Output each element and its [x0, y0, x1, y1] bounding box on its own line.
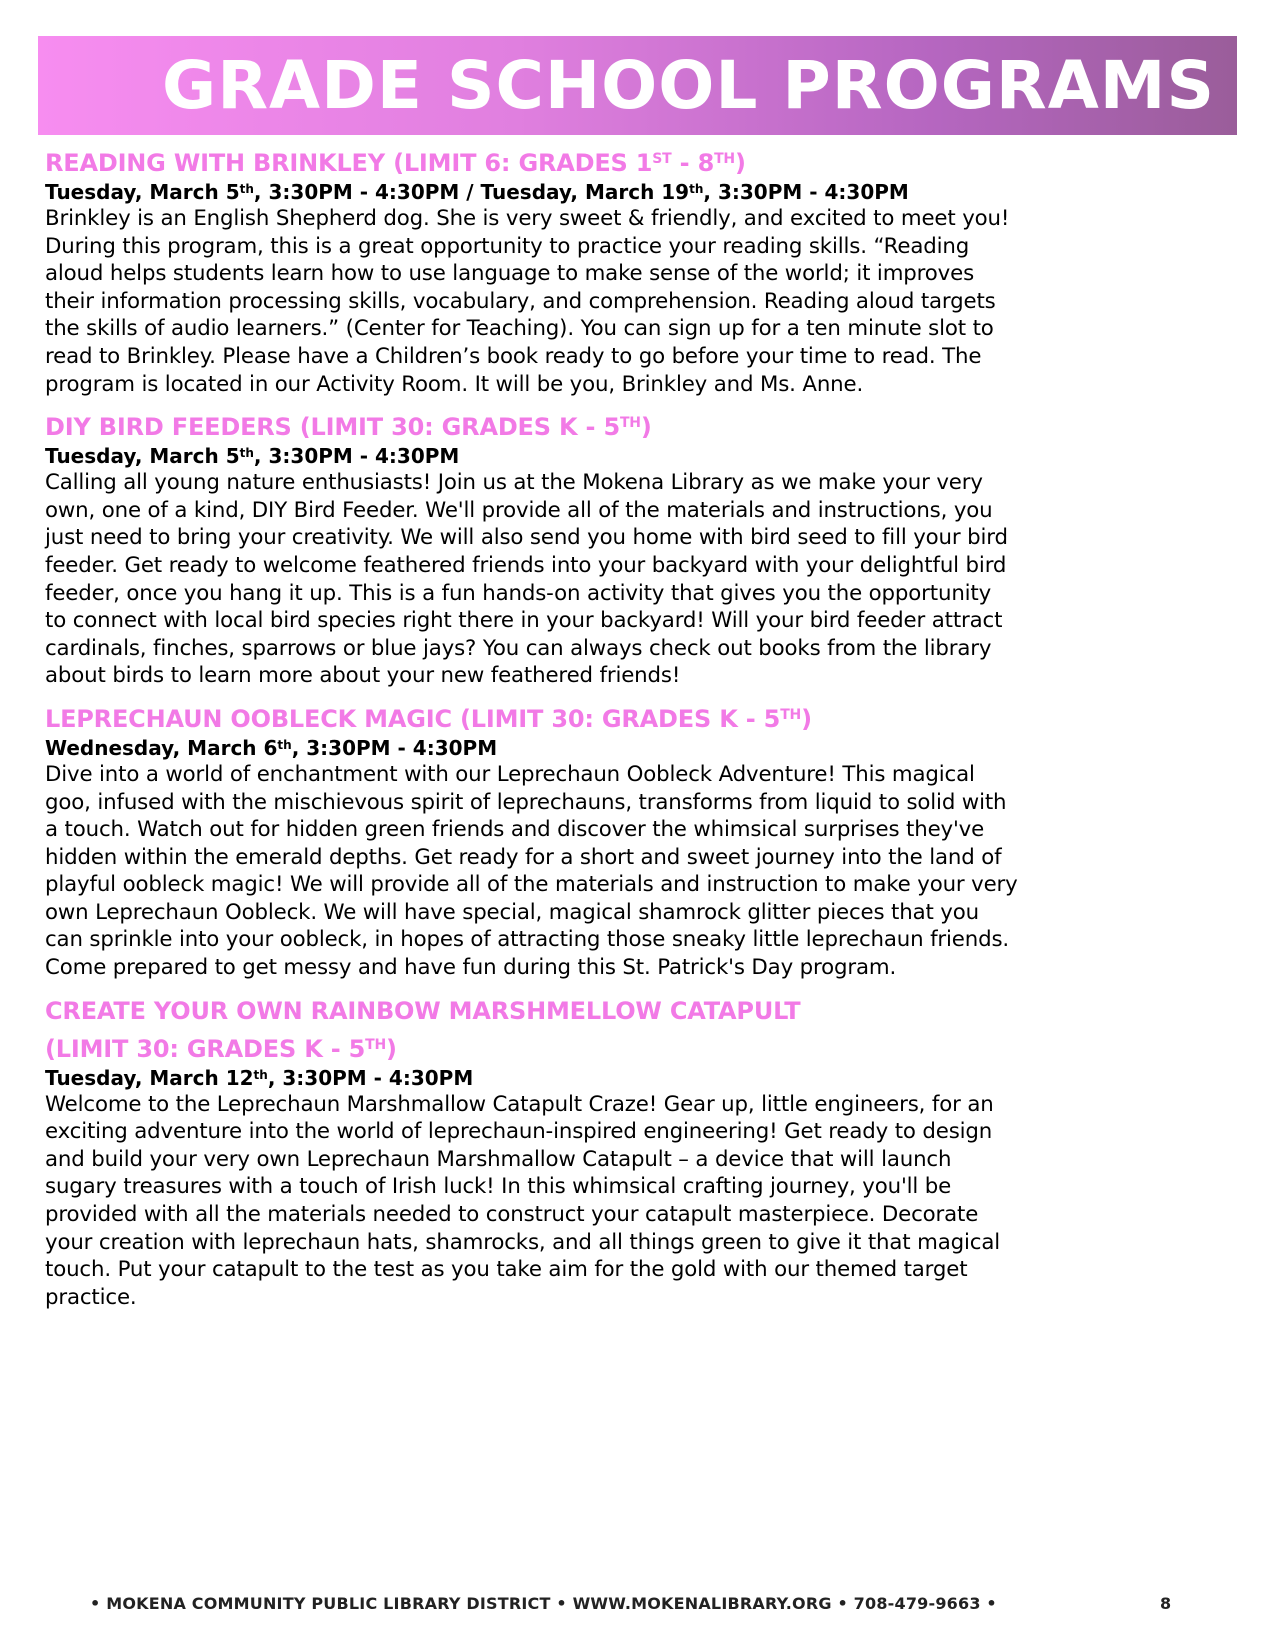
program-datetime: Wednesday, March 6th, 3:30PM - 4:30PM: [45, 735, 498, 760]
program-title: READING WITH BRINKLEY (LIMIT 6: GRADES 1ST - 8TH): [45, 149, 746, 177]
program-datetime: Tuesday, March 5th, 3:30PM - 4:30PM / Tuesday, March 19th, 3:30PM - 4:30PM: [45, 180, 909, 204]
program-datetime: Tuesday, March 12th, 3:30PM - 4:30PM: [45, 1065, 474, 1090]
program-title: LEPRECHAUN OOBLECK MAGIC (LIMIT 30: GRADES K - 5TH): [45, 704, 812, 733]
program-title: DIY BIRD FEEDERS (LIMIT 30: GRADES K - 5TH): [45, 413, 652, 442]
footer-contact: • MOKENA COMMUNITY PUBLIC LIBRARY DISTRICT • WWW.MOKENALIBRARY.ORG • 708-479-9663 •: [90, 1594, 997, 1613]
program-limit: (LIMIT 30: GRADES K - 5TH): [45, 1034, 397, 1063]
page-number: 8: [1160, 1594, 1172, 1613]
program-diy-bird-feeders: [45, 412, 1235, 690]
page-footer: [0, 1588, 1275, 1618]
program-datetime: Tuesday, March 5th, 3:30PM - 4:30PM: [45, 444, 460, 469]
programs-list: [45, 148, 1235, 1325]
program-description: Dive into a world of enchantment with our Leprechaun Oobleck Adventure! This magical goo, infused with the mischievous spirit of leprechauns, transforms from liquid to solid with a touch. Watch out for hidden green friends and discover the whimsical surprises they've hidden within the emerald depths. Get ready for a short and sweet journey into the land of playful oobleck magic! We will provide all of the materials and instruction to make your very own Leprechaun Oobleck. We will have special, magical shamrock glitter pieces that you can sprinkle into your oobleck, in hopes of attracting those sneaky little leprechaun friends. Come prepared to get messy and have fun during this St. Patrick's Day program.: [45, 761, 1018, 981]
page-title: GRADE SCHOOL PROGRAMS: [162, 47, 1215, 124]
program-description: Brinkley is an English Shepherd dog. She is very sweet & friendly, and excited to meet you! During this program, this is a great opportunity to practice your reading skills. “Reading aloud helps students learn how to use language to make sense of the world; it improves their information processing skills, vocabulary, and comprehension. Reading aloud targets the skills of audio learners.” (Center for Teaching). You can sign up for a ten minute slot to read to Brinkley. Please have a Children’s book ready to go before your time to read. The program is located in our Activity Room. It will be you, Brinkley and Ms. Anne.: [45, 206, 1010, 397]
program-description: Calling all young nature enthusiasts! Join us at the Mokena Library as we make your very own, one of a kind, DIY Bird Feeder. We'll provide all of the materials and instructions, you just need to bring your creativity. We will also send you home with bird seed to fill your bird feeder. Get ready to welcome feathered friends into your backyard with your delightful bird feeder, once you hang it up. This is a fun hands-on activity that gives you the opportunity to connect with local bird species right there in your backyard! Will your bird feeder attract cardinals, finches, sparrows or blue jays? You can always check out books from the library about birds to learn more about your new feathered friends!: [45, 470, 1008, 689]
program-reading-with-brinkley: [45, 148, 1235, 398]
program-rainbow-marshmellow-catapult: [45, 996, 1235, 1312]
program-description: Welcome to the Leprechaun Marshmallow Catapult Craze! Gear up, little engineers, for an exciting adventure into the world of leprechaun-inspired engineering! Get ready to design and build your very own Leprechaun Marshmallow Catapult – a device that will launch sugary treasures with a touch of Irish luck! In this whimsical crafting journey, you'll be provided with all the materials needed to construct your catapult masterpiece. Decorate your creation with leprechaun hats, shamrocks, and all things green to give it that magical touch. Put your catapult to the test as you take aim for the gold with our themed target practice.: [45, 1091, 1000, 1310]
program-leprechaun-oobleck-magic: [45, 704, 1235, 982]
header-banner: [38, 36, 1237, 135]
program-title: CREATE YOUR OWN RAINBOW MARSHMELLOW CATAPULT: [45, 996, 801, 1025]
